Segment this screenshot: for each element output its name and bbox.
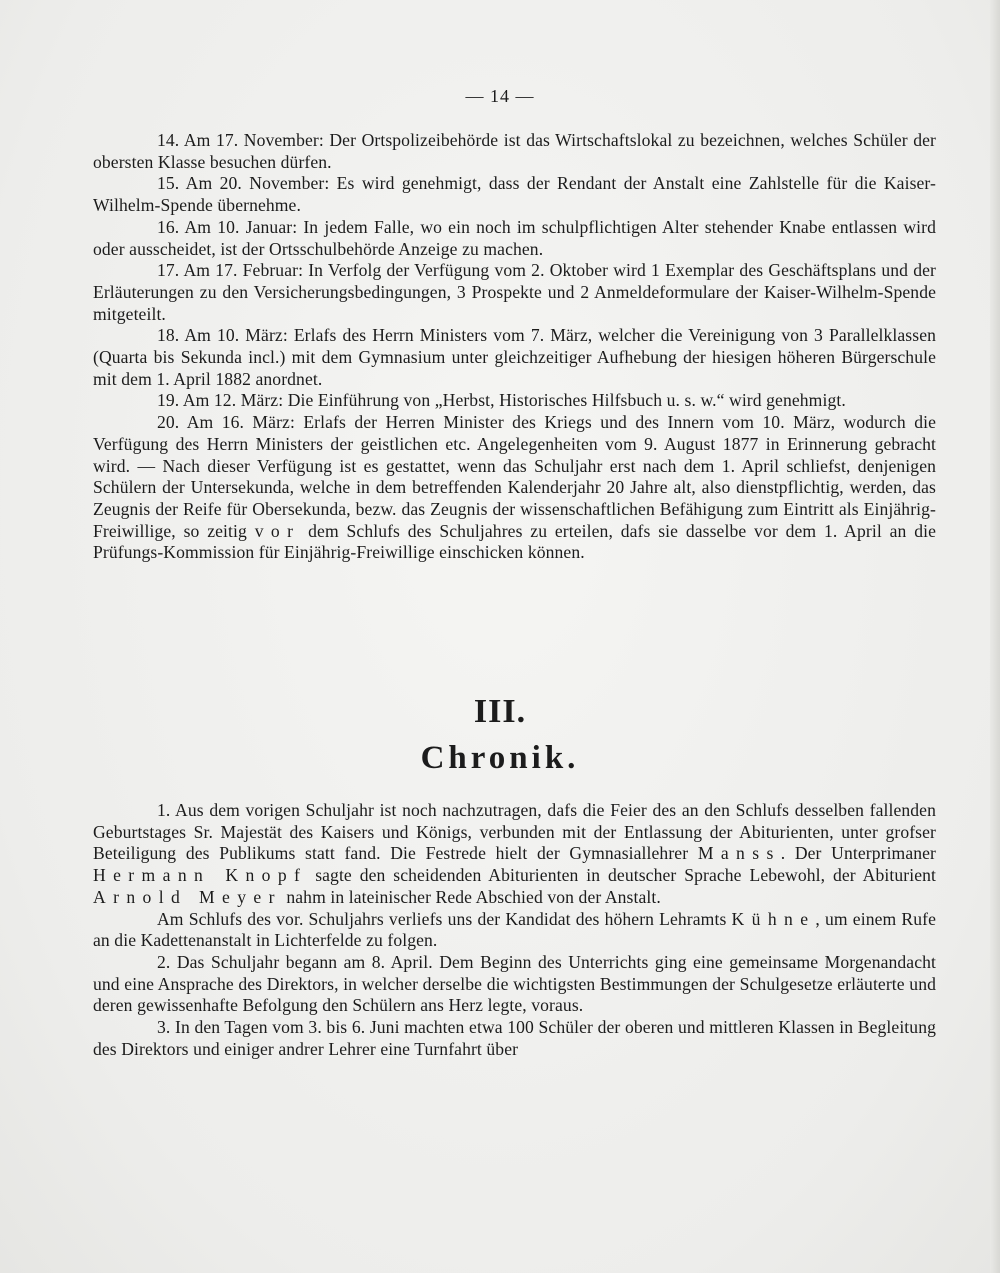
decree-item-14: 14. Am 17. November: Der Ortspolizeibehörde ist das Wirtschaftslokal zu bezeichnen, welches Schüler der obersten Klasse besuchen dürfen. (93, 130, 936, 172)
decree-item-20-text-a: 20. Am 16. März: Erlafs der Herren Minister des Kriegs und des Innern vom 10. März, wodurch die Verfügung des Herrn Ministers der geistlichen etc. Angelegenheiten vom 9. August 1877 in Erinnerung gebracht wird. — Nach dieser Verfügung ist es gestattet, wenn das Schuljahr erst nach dem 1. April schliefst, denjenigen Schülern der Untersekunda, welche in dem betreffenden Kalenderjahr 20 Jahre alt, also dienstpflichtig, werden, das Zeugnis der Reife für Obersekunda, bezw. das Zeugnis der wissenschaftlichen Befähigung zum Eintritt als Einjährig-Freiwillige, so zeitig (93, 412, 936, 541)
chronik-p2-text-1: Am Schlufs des vor. Schuljahrs verliefs uns der Kandidat des höhern Lehramts (157, 908, 727, 929)
chronik-p1-text-3: sagte den scheidenden Abiturienten in deutscher Sprache Lebewohl, der Abiturient (315, 865, 936, 886)
chronik-p1-text-4: nahm in lateinischer Rede Abschied von der Anstalt. (286, 886, 661, 907)
chronik-p1-text-2: . Der Unterprimaner (780, 843, 937, 864)
decree-item-17: 17. Am 17. Februar: In Verfolg der Verfügung vom 2. Oktober wird 1 Exemplar des Geschäftsplans und der Erläuterungen zu den Versicherungsbedingungen, 3 Prospekte und 2 Anmeldeformulare der Kaiser-Wilhelm-Spende mitgeteilt. (93, 260, 936, 324)
decree-item-19: 19. Am 12. März: Die Einführung von „Herbst, Historisches Hilfsbuch u. s. w.“ wird genehmigt. (157, 390, 846, 411)
page-edge-shadow (990, 0, 1000, 1273)
decree-item-16: 16. Am 10. Januar: In jedem Falle, wo ein noch im schulpflichtigen Alter stehender Knabe entlassen wird oder ausscheidet, ist der Ortsschulbehörde Anzeige zu machen. (93, 216, 936, 259)
chronik-p2-text-2: , um einem Rufe an die Kadettenanstalt in Lichterfelde zu folgen. (93, 908, 937, 951)
chronik-p1-text-1: 1. Aus dem vorigen Schuljahr ist noch nachzutragen, dafs die Feier des an den Schlufs desselben fallenden Geburtstages Sr. Majestät des Kaisers und Königs, verbunden mit der Entlassung der Abiturienten, unter grofser Beteiligung des Publikums statt fand. Die Festrede hielt der Gymnasiallehrer (93, 800, 936, 864)
person-name-knopf: Hermann Knopf (93, 865, 308, 886)
person-name-kuehne: Kühne (731, 908, 816, 929)
decree-item-15: 15. Am 20. November: Es wird genehmigt, dass der Rendant der Anstalt eine Zahlstelle für die Kaiser-Wilhelm-Spende übernehme. (93, 173, 936, 216)
decree-item-20-spaced-word: vor (254, 520, 301, 541)
section-number: III. (473, 693, 527, 730)
chronik-body (93, 800, 936, 1060)
page-number: — 14 — (465, 86, 535, 106)
chronik-paragraph-1 (93, 800, 936, 909)
decree-item-20 (93, 412, 936, 564)
person-name-manss: Manss (697, 843, 781, 864)
decree-list (93, 130, 936, 564)
decree-item-18: 18. Am 10. März: Erlafs des Herrn Ministers vom 7. März, welcher die Vereinigung von 3 Parallelklassen (Quarta bis Sekunda incl.) mit dem Gymnasium unter gleichzeitiger Aufhebung der hiesigen höheren Bürgerschule mit dem 1. April 1882 anordnet. (93, 325, 936, 389)
decree-item-20-text-b: dem Schlufs des Schuljahres zu erteilen, dafs sie dasselbe vor dem 1. April an die Prüfungs-Kommission für Einjährig-Freiwillige einschicken können. (93, 520, 936, 563)
chronik-paragraph-3: 2. Das Schuljahr begann am 8. April. Dem Beginn des Unterrichts ging eine gemeinsame Morgenandacht und eine Ansprache des Direktors, in welcher derselbe die wichtigsten Bestimmungen der Schulgesetze erläuterte und deren gewissenhafte Befolgung den Schülern ans Herz legte, voraus. (93, 951, 936, 1016)
chronik-paragraph-4: 3. In den Tagen vom 3. bis 6. Juni machten etwa 100 Schüler der oberen und mittleren Klassen in Begleitung des Direktors und einiger andrer Lehrer eine Turnfahrt über (93, 1017, 936, 1059)
person-name-meyer: Arnold Meyer (93, 886, 282, 907)
chronik-paragraph-2 (93, 909, 936, 952)
section-title: Chronik. (420, 740, 580, 776)
